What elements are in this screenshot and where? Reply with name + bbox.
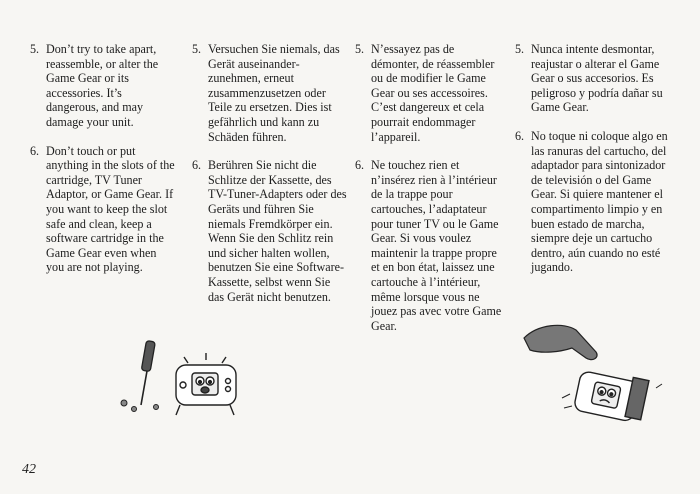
- warning-item-6: [192, 158, 347, 304]
- column-french: [355, 42, 505, 347]
- screwdriver-icon: [141, 341, 155, 405]
- warning-item-5: [192, 42, 347, 144]
- item-text: Don’t touch or put anything in the slots of the cartridge, TV Tuner Adaptor, or Game Gear. If you want to keep the slot safe and clean, keep a software cartridge in the Game Gear even when you are not playing.: [46, 143, 175, 275]
- item-text: N’essayez pas de démonter, de réassembler ou de modifier le Game Gear ou ses accessoires. C’est dangereux et cela pourrait endommager l’appareil.: [371, 42, 495, 144]
- item-text: Ne touchez rien et n’insérez rien à l’intérieur de la trappe pour cartouches, l’adaptateur pour tuner TV ou le Game Gear. Si vous voulez maintenir la trappe propre et en bon état, laissez une cartouche à l’intérieur, même lorsque vous ne jouez pas avec votre Game Gear.: [371, 158, 502, 333]
- warning-item-6: [355, 158, 505, 333]
- warning-item-6: [515, 129, 675, 275]
- item-number: 6.: [192, 158, 202, 173]
- page-number: 42: [22, 462, 36, 477]
- item-text: Versuchen Sie niemals, das Gerät auseinanderzunehmen, erneut zusammenzusetzen oder Teile zu ersetzen. Dies ist gefährlich und kann zu Schäden führen.: [208, 42, 340, 144]
- warning-item-5: [355, 42, 505, 144]
- screw-icon: [121, 400, 159, 412]
- column-english: [30, 42, 175, 289]
- item-number: 5.: [515, 42, 525, 56]
- item-number: 5.: [355, 42, 365, 56]
- warning-item-6: [30, 144, 175, 275]
- warning-item-5: [515, 42, 675, 115]
- illustration-screwdriver-game-gear: [110, 335, 260, 425]
- illustration-finger-poke: [520, 318, 670, 436]
- item-text: Don’t try to take apart, reassemble, or alter the Game Gear or its accessories. It’s dangerous, and may damage your unit.: [46, 42, 159, 129]
- item-text: No toque ni coloque algo en las ranuras del cartucho, del adaptador para sintonizador de televisión o del Game Gear. Si quiere mantener el compartimento limpio y en buen estado de marcha, siempre deje un cartucho dentro, aún cuando no esté jugando.: [531, 128, 668, 275]
- item-number: 5.: [30, 42, 40, 56]
- game-gear-character-icon: [573, 367, 649, 424]
- screwdriver-game-gear-drawing: [110, 335, 260, 425]
- item-text: Nunca intente desmontar, reajustar o alterar el Game Gear o sus accesorios. Es peligroso y podría dañar su Game Gear.: [531, 42, 663, 115]
- game-gear-character-icon: [176, 353, 236, 415]
- hand-icon: [524, 325, 597, 359]
- finger-poke-drawing: [520, 318, 670, 436]
- item-number: 5.: [192, 42, 202, 56]
- column-german: [192, 42, 347, 318]
- item-text: Berühren Sie nicht die Schlitze der Kassette, des TV-Tuner-Adapters oder des Geräts und führen Sie niemals Fremdkörper ein. Wenn Sie den Schlitz rein und sicher halten wollen, benutzen Sie eine Software-Kassette, selbst wenn Sie das Gerät nicht benutzen.: [208, 158, 347, 304]
- item-number: 6.: [355, 158, 365, 173]
- item-number: 6.: [30, 143, 40, 158]
- column-spanish: [515, 42, 675, 289]
- warning-item-5: [30, 42, 175, 130]
- item-number: 6.: [515, 128, 525, 143]
